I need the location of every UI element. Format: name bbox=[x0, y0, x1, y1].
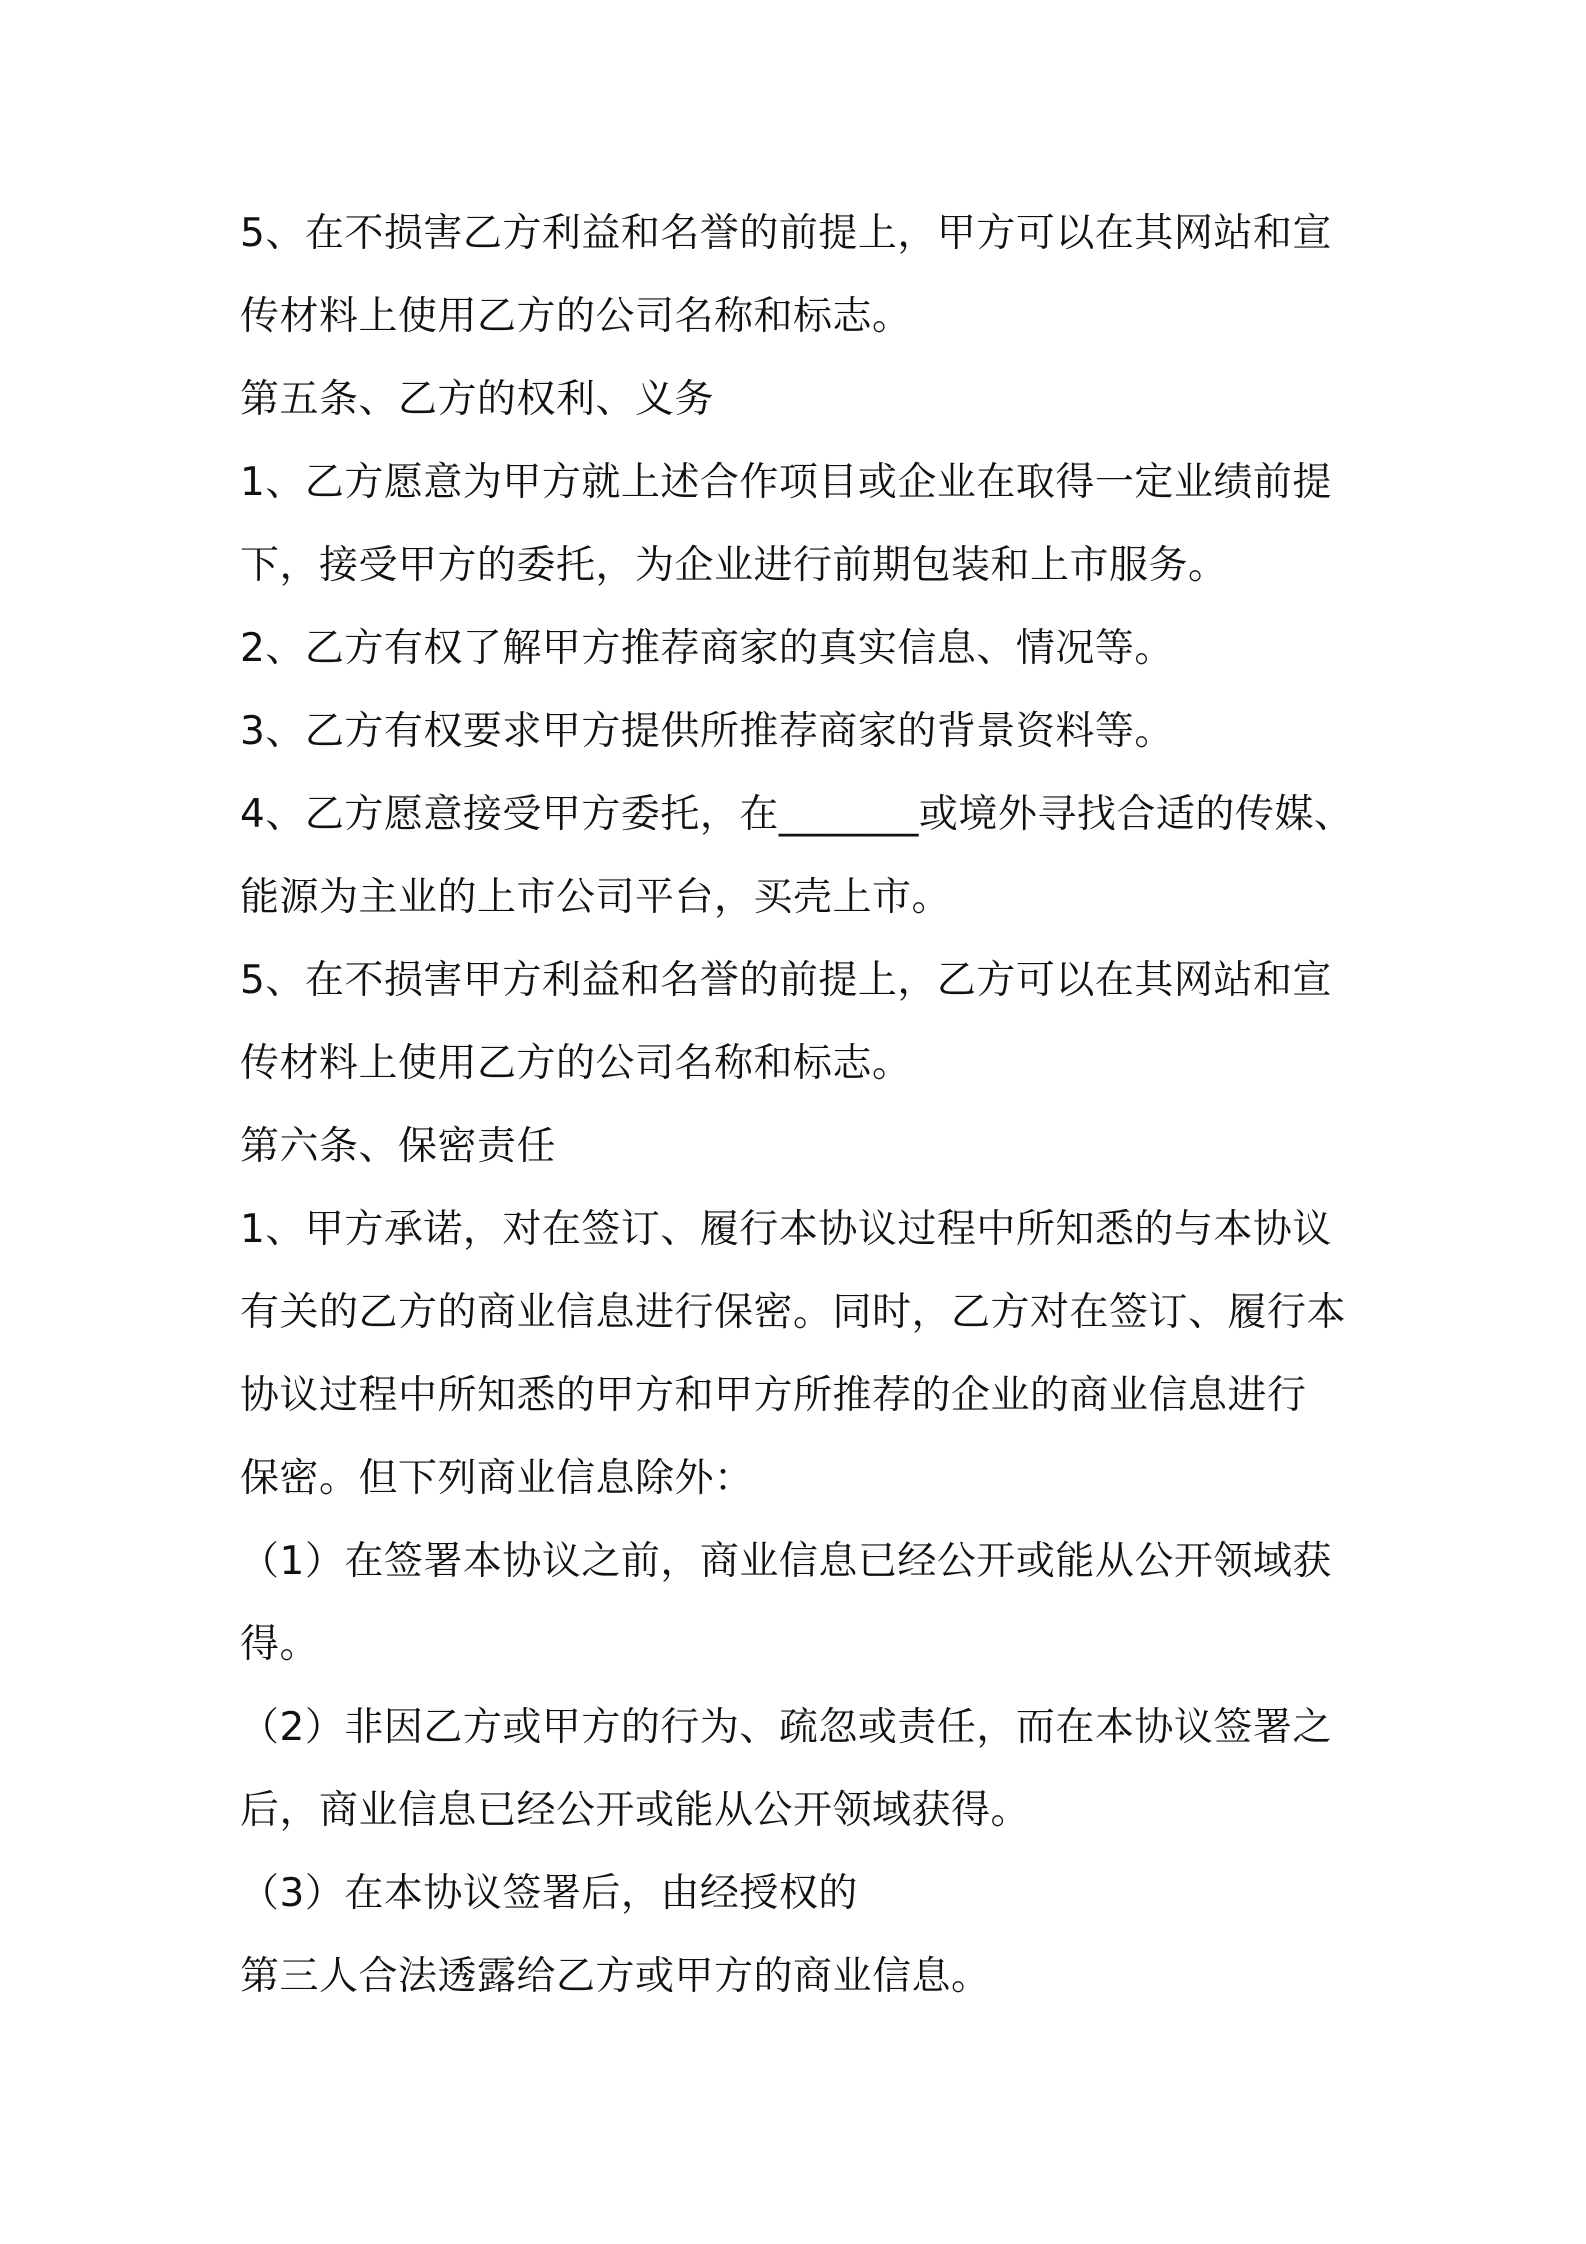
text-line: 1、甲方承诺，对在签订、履行本协议过程中所知悉的与本协议 bbox=[240, 1207, 1332, 1252]
section-heading: 第五条、乙方的权利、义务 bbox=[240, 377, 715, 422]
text-line: 保密。但下列商业信息除外： bbox=[240, 1456, 754, 1501]
text-line: （2）非因乙方或甲方的行为、疏忽或责任，而在本协议签署之 bbox=[240, 1705, 1332, 1750]
section-heading: 第六条、保密责任 bbox=[240, 1124, 557, 1169]
text-line: 协议过程中所知悉的甲方和甲方所推荐的企业的商业信息进行 bbox=[240, 1373, 1307, 1418]
text-line: 1、乙方愿意为甲方就上述合作项目或企业在取得一定业绩前提 bbox=[240, 460, 1332, 505]
text-line: 传材料上使用乙方的公司名称和标志。 bbox=[240, 1041, 912, 1086]
text-line: （3）在本协议签署后，由经授权的 bbox=[240, 1871, 858, 1916]
text-line: 下，接受甲方的委托，为企业进行前期包装和上市服务。 bbox=[240, 543, 1228, 588]
text-line: 5、在不损害甲方利益和名誉的前提上，乙方可以在其网站和宣 bbox=[240, 958, 1332, 1003]
text-line: （1）在签署本协议之前，商业信息已经公开或能从公开领域获 bbox=[240, 1539, 1332, 1584]
text-line: 4、乙方愿意接受甲方委托，在_______或境外寻找合适的传媒、 bbox=[240, 792, 1354, 837]
text-line: 有关的乙方的商业信息进行保密。同时，乙方对在签订、履行本 bbox=[240, 1290, 1347, 1335]
text-line: 5、在不损害乙方利益和名誉的前提上，甲方可以在其网站和宣 bbox=[240, 211, 1332, 256]
text-line: 第三人合法透露给乙方或甲方的商业信息。 bbox=[240, 1954, 991, 1999]
document-body bbox=[240, 192, 1370, 2018]
text-line: 得。 bbox=[240, 1622, 320, 1667]
text-line: 2、乙方有权了解甲方推荐商家的真实信息、情况等。 bbox=[240, 626, 1174, 671]
text-line: 3、乙方有权要求甲方提供所推荐商家的背景资料等。 bbox=[240, 709, 1174, 754]
text-line: 能源为主业的上市公司平台，买壳上市。 bbox=[240, 875, 952, 920]
text-line: 传材料上使用乙方的公司名称和标志。 bbox=[240, 294, 912, 339]
text-line: 后，商业信息已经公开或能从公开领域获得。 bbox=[240, 1788, 1031, 1833]
